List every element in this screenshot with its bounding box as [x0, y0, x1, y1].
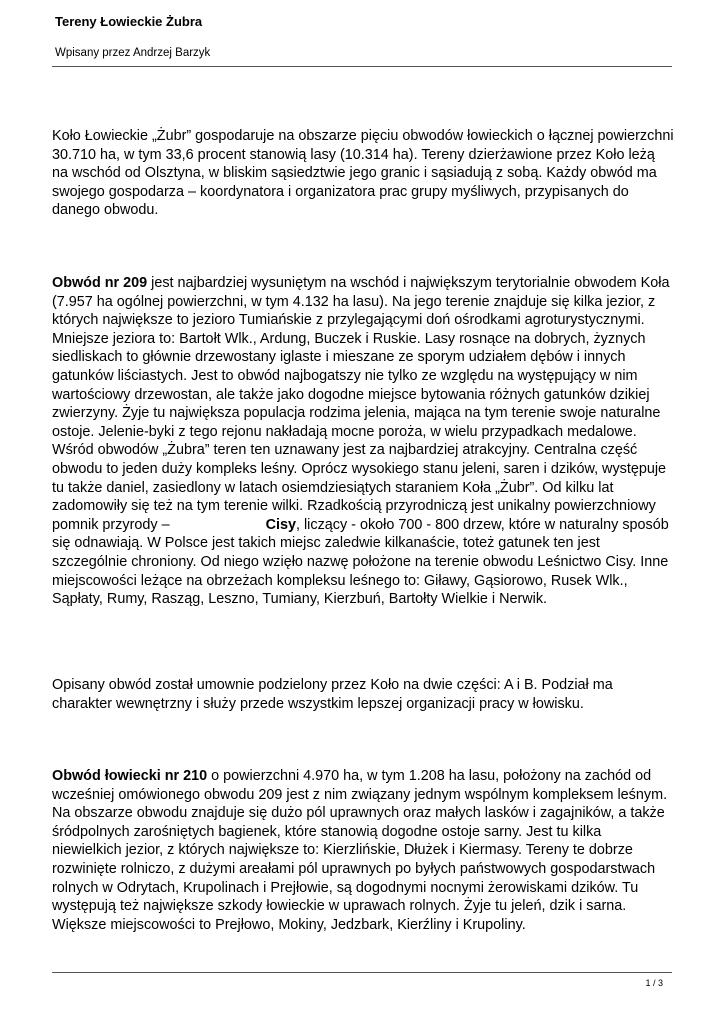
paragraph-division	[52, 676, 674, 713]
author-line: Wpisany przez Andrzej Barzyk	[55, 47, 211, 59]
article-title: Tereny Łowieckie Żubra	[55, 14, 203, 29]
obwod-210-heading: Obwód łowiecki nr 210	[52, 768, 208, 784]
footer-divider	[52, 972, 672, 973]
paragraph-intro-text: Koło Łowieckie „Żubr” gospodaruje na obszarze pięciu obwodów łowieckich o łącznej powierzchni 30.710 ha, w tym 33,6 procent stanowią lasy (10.314 ha). Tereny dzierżawione przez Koło leżą na wschód od Olsztyna, w bliskim sąsiedztwie jego granic i sąsiadują z sobą. Każdy obwód ma swojego gospodarza – koordynatora i organizatora prac grupy myśliwych, przypisanych do danego obwodu.	[52, 128, 674, 219]
page-number: 1 / 3	[645, 978, 663, 988]
paragraph-obwod-209	[52, 274, 674, 609]
obwod-209-text-b: , liczący - około 700 - 800 drzew, które w naturalny sposób się odnawiają. W Polsce jest takich miejsc zaledwie kilkanaście, toteż gatunek ten jest szczególnie chroniony. Od niego wzięło nazwę położone na terenie obwodu Leśnictwo Cisy. Inne miejscowości leżące na obrzeżach kompleksu leśnego to: Giławy, Gąsiorowo, Rusek Wlk., Sąpłaty, Rumy, Rasząg, Leszno, Tumiany, Kierzbuń, Bartołty Wielkie i Nerwik.	[52, 516, 669, 608]
paragraph-intro	[52, 127, 674, 220]
paragraph-division-text: Opisany obwód został umownie podzielony przez Koło na dwie części: A i B. Podział ma charakter wewnętrzny i służy przede wszystkim lepszej organizacji pracy w łowisku.	[52, 677, 613, 712]
obwod-209-heading: Obwód nr 209	[52, 275, 148, 291]
obwod-210-text: o powierzchni 4.970 ha, w tym 1.208 ha lasu, położony na zachód od wcześniej omówionego obwodu 209 jest z nim związany jednym wspólnym kompleksem leśnym. Na obszarze obwodu znajduje się dużo pól uprawnych oraz małych lasków i zagajników, a także śródpolnych zarośniętych bagienek, które stanowią dogodne ostoje sarny. Jest tu kilka niewielkich jezior, z których największe to: Kierzlińskie, Dłużek i Kiermasy. Tereny te dobrze rozwinięte rolniczo, z dużymi areałami pól uprawnych po byłych państwowych gospodarstwach rolnych w Odrytach, Krupolinach i Prejłowie, są dogodnymi nocnymi żerowiskami dzików. Tu występują też największe szkody łowieckie w uprawach rolnych. Żyje tu jeleń, dzik i sarna. Większe miejscowości to Prejłowo, Mokiny, Jedzbark, Kierźliny i Krupoliny.	[52, 768, 668, 933]
paragraph-obwod-210	[52, 767, 674, 934]
header-divider	[52, 66, 672, 67]
obwod-209-text-a: jest najbardziej wysuniętym na wschód i największym terytorialnie obwodem Koła (7.957 ha ogólnej powierzchni, w tym 4.132 ha lasu). Na jego terenie znajduje się kilka jezior, z których największe to jezioro Tumiańskie z przylegającymi doń ośrodkami agroturystycznymi. Mniejsze jeziora to: Bartołt Wlk., Ardung, Buczek i Ruskie. Lasy rosnące na dobrych, żyznych siedliskach to głównie drzewostany iglaste i mieszane ze sporym udziałem dębów i innych gatunków liściastych. Jest to obwód najbogatszy nie tylko ze względu na występujący w nim wartościowy drzewostan, ale także jako dogodne miejsce bytowania różnych gatunków dzikiej zwierzyny. Żyje tu największa populacja rodzima jelenia, mająca na tym terenie swoje naturalne ostoje. Jelenie-byki z tego rejonu nakładają mocne poroża, w wielu przypadkach medalowe. Wśród obwodów „Żubra” teren ten uznawany jest za najbardziej atrakcyjny. Centralna część obwodu to jeden duży kompleks leśny. Oprócz wysokiego stanu jeleni, saren i dzików, występuje tu także daniel, zasiedlony w latach osiemdziesiątych staraniem Koła „Żubr”. Od kilku lat zadomowiły się też na tym terenie wilki. Rzadkością przyrodniczą jest unikalny powierzchniowy pomnik przyrody –	[52, 275, 670, 533]
cisy-term: Cisy	[265, 516, 296, 533]
